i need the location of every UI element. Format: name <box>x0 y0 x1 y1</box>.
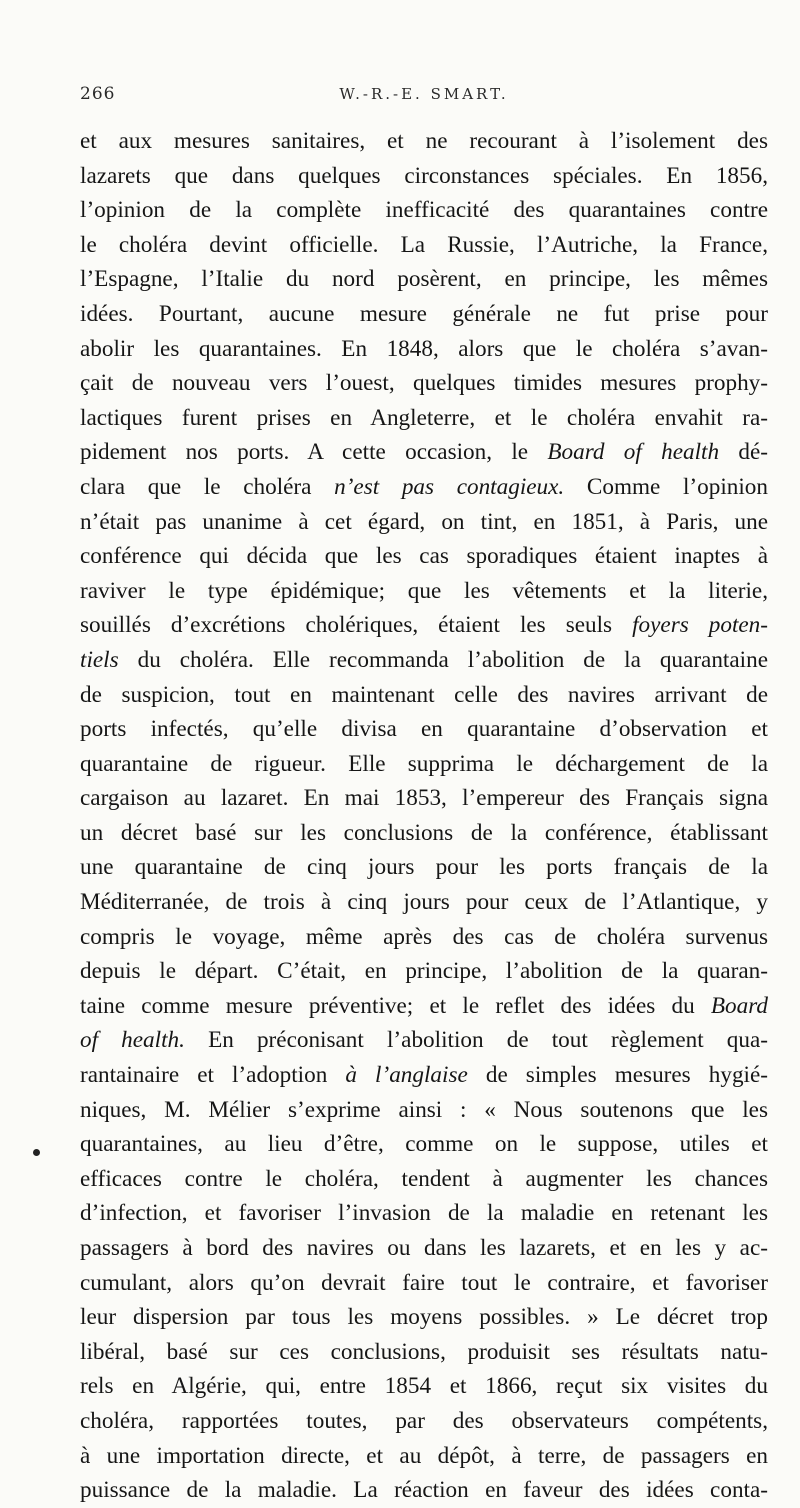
running-title: W.-R.-E. SMART. <box>339 85 509 103</box>
text-line <box>80 885 768 920</box>
text-line <box>80 1058 768 1093</box>
text-line <box>80 678 768 713</box>
text-segment: efficaces contre le choléra, tendent à augmenter les chances <box>80 1165 768 1192</box>
text-line <box>80 539 768 574</box>
text-segment: quarantaine de rigueur. Elle supprima le déchargement de la <box>80 750 768 777</box>
italic-text-segment: à l’anglaise <box>345 1062 468 1089</box>
text-line <box>80 1335 768 1370</box>
text-segment: libéral, basé sur ces conclusions, produisit ses résultats natu- <box>80 1338 768 1365</box>
text-line <box>80 1266 768 1301</box>
text-line <box>80 435 768 470</box>
text-line <box>80 262 768 297</box>
text-segment: quarantaines, au lieu d’être, comme on le suppose, utiles et <box>80 1131 768 1158</box>
text-line <box>80 297 768 332</box>
text-line <box>80 1369 768 1404</box>
italic-text-segment: Board <box>710 992 768 1019</box>
text-segment: rantainaire et l’adoption <box>80 1062 346 1089</box>
text-segment: le choléra devint officielle. La Russie, l’Autriche, la France, <box>80 231 768 258</box>
text-segment: de simples mesures hygié- <box>467 1062 768 1089</box>
text-line <box>80 1127 768 1162</box>
text-segment: En préconisant l’abolition de tout règlement qua- <box>184 1027 768 1054</box>
text-line <box>80 712 768 747</box>
text-segment: choléra, rapportées toutes, par des observateurs compétents, <box>80 1407 768 1434</box>
text-segment: çait de nouveau vers l’ouest, quelques timides mesures prophy- <box>80 370 768 397</box>
text-segment: de suspicion, tout en maintenant celle des navires arrivant de <box>80 681 768 708</box>
text-line <box>80 574 768 609</box>
text-segment: Méditerranée, de trois à cinq jours pour ceux de l’Atlantique, y <box>80 889 768 916</box>
text-line <box>80 366 768 401</box>
text-line <box>80 401 768 436</box>
italic-text-segment: of health. <box>80 1027 185 1054</box>
text-line <box>80 505 768 540</box>
text-line <box>80 1439 768 1474</box>
text-line <box>80 1300 768 1335</box>
text-segment: et aux mesures sanitaires, et ne recourant à l’isolement des <box>80 128 768 154</box>
text-segment: à une importation directe, et au dépôt, à terre, de passagers en <box>80 1442 768 1469</box>
text-segment: Comme l’opinion <box>564 473 768 500</box>
text-segment: l’Espagne, l’Italie du nord posèrent, en principe, les mêmes <box>80 266 768 293</box>
text-line <box>80 989 768 1024</box>
text-line <box>80 747 768 782</box>
text-segment: dé- <box>719 439 768 466</box>
text-line <box>80 124 768 159</box>
text-segment: compris le voyage, même après des cas de choléra survenus <box>80 923 768 950</box>
text-segment: n’était pas unanime à cet égard, on tint, en 1851, à Paris, une <box>80 508 768 535</box>
text-line <box>80 332 768 367</box>
text-line <box>80 159 768 194</box>
text-segment: un décret basé sur les conclusions de la conférence, établissant <box>80 819 768 846</box>
text-segment: une quarantaine de cinq jours pour les ports français de la <box>80 854 768 881</box>
text-line <box>80 470 768 505</box>
italic-text-segment: Board of health <box>547 439 720 466</box>
running-head <box>80 84 768 110</box>
body-text <box>80 124 768 1508</box>
text-line <box>80 1473 768 1508</box>
text-line <box>80 643 768 678</box>
page-number: 266 <box>80 84 116 104</box>
text-segment: puissance de la maladie. La réaction en faveur des idées conta- <box>80 1477 768 1504</box>
text-segment: taine comme mesure préventive; et le reflet des idées du <box>80 992 711 1019</box>
text-line <box>80 954 768 989</box>
text-line <box>80 1023 768 1058</box>
text-segment: lazarets que dans quelques circonstances spéciales. En 1856, <box>80 162 768 189</box>
text-segment: rels en Algérie, qui, entre 1854 et 1866, reçut six visites du <box>80 1373 768 1400</box>
text-segment: abolir les quarantaines. En 1848, alors que le choléra s’avan- <box>80 335 768 362</box>
book-page <box>80 84 768 1508</box>
text-segment: du choléra. Elle recommanda l’abolition de la quarantaine <box>118 646 768 673</box>
text-segment: conférence qui décida que les cas sporadiques étaient inaptes à <box>80 543 768 570</box>
text-segment: raviver le type épidémique; que les vêtements et la literie, <box>80 577 768 604</box>
text-line <box>80 1093 768 1128</box>
italic-text-segment: tiels <box>80 646 119 673</box>
text-segment: ports infectés, qu’elle divisa en quarantaine d’observation et <box>80 716 768 743</box>
text-segment: pidement nos ports. A cette occasion, le <box>80 439 548 466</box>
text-line <box>80 920 768 955</box>
text-line <box>80 816 768 851</box>
text-line <box>80 1231 768 1266</box>
text-segment: clara que le choléra <box>80 473 335 500</box>
italic-text-segment: n’est pas contagieux. <box>334 473 565 500</box>
margin-dot-mark <box>33 1149 40 1156</box>
text-segment: souillés d’excrétions cholériques, étaient les seuls <box>80 612 633 639</box>
text-line <box>80 1196 768 1231</box>
italic-text-segment: foyers poten- <box>632 612 769 639</box>
text-line <box>80 1404 768 1439</box>
text-segment: cargaison au lazaret. En mai 1853, l’empereur des Français signa <box>80 785 768 812</box>
text-segment: cumulant, alors qu’on devrait faire tout le contraire, et favoriser <box>80 1269 768 1296</box>
text-segment: niques, M. Mélier s’exprime ainsi : « Nous soutenons que les <box>80 1096 768 1123</box>
text-line <box>80 228 768 263</box>
text-segment: d’infection, et favoriser l’invasion de la maladie en retenant les <box>80 1200 768 1227</box>
text-segment: lactiques furent prises en Angleterre, et le choléra envahit ra- <box>80 404 768 431</box>
text-segment: depuis le départ. C’était, en principe, l’abolition de la quaran- <box>80 958 768 985</box>
text-segment: l’opinion de la complète inefficacité des quarantaines contre <box>80 197 768 224</box>
text-line <box>80 193 768 228</box>
text-segment: leur dispersion par tous les moyens possibles. » Le décret trop <box>80 1304 768 1331</box>
text-line <box>80 781 768 816</box>
text-line <box>80 850 768 885</box>
text-segment: idées. Pourtant, aucune mesure générale ne fut prise pour <box>80 300 768 327</box>
text-line <box>80 608 768 643</box>
text-line <box>80 1162 768 1197</box>
text-segment: passagers à bord des navires ou dans les lazarets, et en les y ac- <box>80 1235 768 1261</box>
